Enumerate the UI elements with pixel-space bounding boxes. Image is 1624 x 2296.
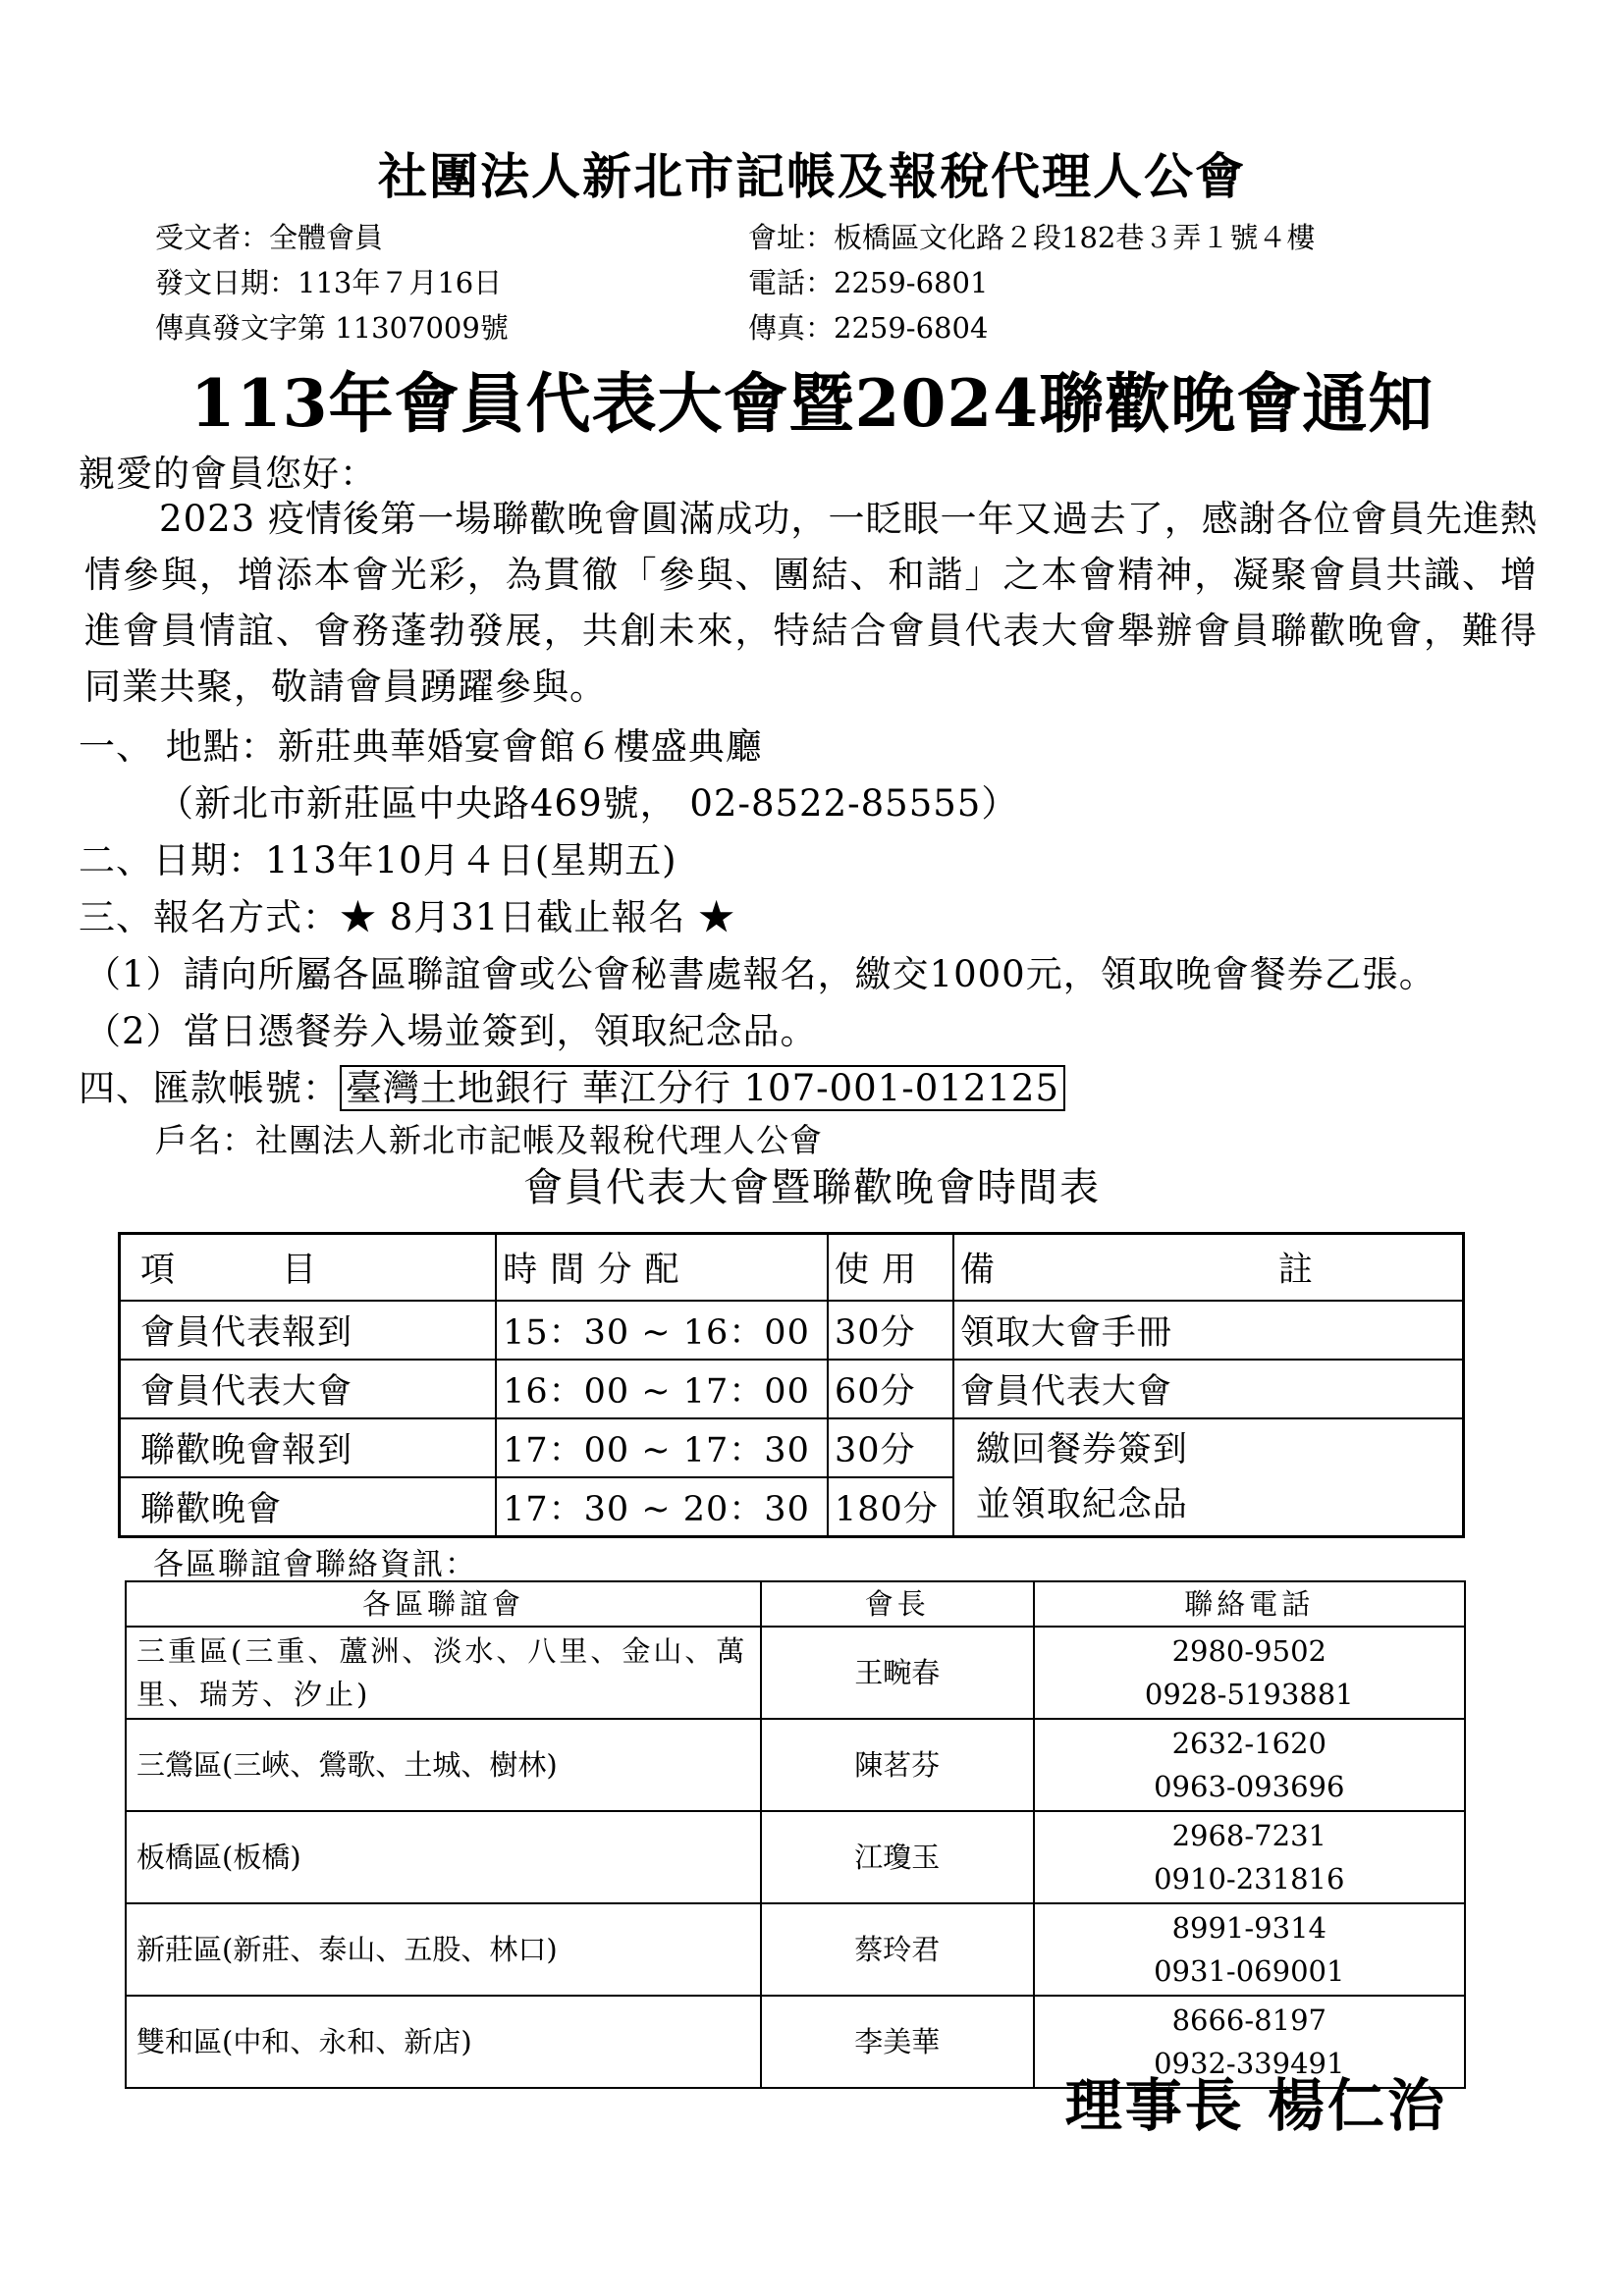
schedule-header-duration: 使 用 xyxy=(828,1234,953,1302)
club-head: 王畹春 xyxy=(761,1627,1034,1719)
schedule-row xyxy=(120,1301,1464,1360)
club-name: 三重區(三重、蘆洲、淡水、八里、金山、萬里、瑞芳、汐止) xyxy=(126,1627,761,1719)
item-location: 一、 地點：新莊典華婚宴會館６樓盛典廳 xyxy=(79,725,763,768)
club-name: 新莊區(新莊、泰山、五股、林口) xyxy=(126,1903,761,1996)
schedule-time: 17：30 ~ 20：30 xyxy=(496,1477,828,1537)
schedule-note: 會員代表大會 xyxy=(953,1360,1464,1418)
clubs-header-club: 各區聯誼會 xyxy=(126,1581,761,1627)
schedule-duration: 30分 xyxy=(828,1418,953,1477)
schedule-item: 會員代表大會 xyxy=(120,1360,497,1418)
address: 會址：板橋區文化路２段182巷３弄１號４樓 xyxy=(748,221,1316,254)
club-phones xyxy=(1034,1903,1465,1996)
club-row xyxy=(126,1627,1465,1719)
document-number: 傳真發文字第 11307009號 xyxy=(155,311,509,345)
club-phone-2: 0963-093696 xyxy=(1154,1770,1345,1803)
phone: 電話：2259-6801 xyxy=(748,266,989,299)
item-date: 二、日期：113年10月４日(星期五) xyxy=(79,839,677,881)
club-phones xyxy=(1034,1719,1465,1811)
clubs-header-phone: 聯絡電話 xyxy=(1034,1581,1465,1627)
item-registration: 三、報名方式：★ 8月31日截止報名 ★ xyxy=(79,896,736,938)
registration-step-2: （2）當日憑餐券入場並簽到，領取紀念品。 xyxy=(84,1010,818,1052)
schedule-table xyxy=(118,1232,1465,1538)
schedule-item: 聯歡晚會 xyxy=(120,1477,497,1537)
schedule-row xyxy=(120,1360,1464,1418)
schedule-merged-note xyxy=(953,1418,1464,1537)
account-holder: 戶名：社團法人新北市記帳及報稅代理人公會 xyxy=(155,1121,823,1159)
clubs-table xyxy=(125,1580,1466,2089)
greeting: 親愛的會員您好： xyxy=(79,453,377,495)
club-phone-1: 8991-9314 xyxy=(1171,1911,1326,1945)
account-number-box: 臺灣土地銀行 華江分行 107-001-012125 xyxy=(340,1065,1065,1111)
schedule-time: 16：00 ~ 17：00 xyxy=(496,1360,828,1418)
club-phone-2: 0928-5193881 xyxy=(1144,1678,1354,1711)
club-phone-2: 0932-339491 xyxy=(1154,2047,1345,2080)
club-phone-1: 2980-9502 xyxy=(1171,1634,1326,1668)
schedule-header-row xyxy=(120,1234,1464,1302)
schedule-time: 15：30 ~ 16：00 xyxy=(496,1301,828,1360)
item-location-detail: （新北市新莊區中央路469號， 02-8522-85555） xyxy=(157,782,1019,825)
schedule-duration: 60分 xyxy=(828,1360,953,1418)
body-paragraph: 2023 疫情後第一場聯歡晚會圓滿成功，一眨眼一年又過去了，感謝各位會員先進熱情參與，增添本會光彩，為貫徹「參與、團結、和諧」之本會精神，凝聚會員共識、增進會員情誼、會務蓬勃發展，共創未來，特結合會員代表大會舉辦會員聯歡晚會，難得同業共聚，敬請會員踴躍參與。 xyxy=(84,498,1538,708)
club-phones xyxy=(1034,1627,1465,1719)
club-phone-1: 2968-7231 xyxy=(1171,1819,1326,1852)
club-row xyxy=(126,1811,1465,1903)
fax: 傳真：2259-6804 xyxy=(748,311,989,345)
club-head: 李美華 xyxy=(761,1996,1034,2088)
club-name: 板橋區(板橋) xyxy=(126,1811,761,1903)
schedule-header-item: 項 目 xyxy=(120,1234,497,1302)
signature: 理事長 楊仁治 xyxy=(1064,2072,1447,2139)
club-head: 蔡玲君 xyxy=(761,1903,1034,1996)
club-name: 雙和區(中和、永和、新店) xyxy=(126,1996,761,2088)
clubs-caption: 各區聯誼會聯絡資訊： xyxy=(153,1547,477,1582)
account-label: 四、匯款帳號： xyxy=(79,1067,340,1109)
club-phones xyxy=(1034,1811,1465,1903)
club-row xyxy=(126,1719,1465,1811)
issue-date: 發文日期：113年７月16日 xyxy=(155,266,503,299)
club-phone-2: 0931-069001 xyxy=(1154,1954,1345,1988)
club-phone-2: 0910-231816 xyxy=(1154,1862,1345,1896)
registration-step-1: （1）請向所屬各區聯誼會或公會秘書處報名，繳交1000元，領取晚會餐券乙張。 xyxy=(84,953,1436,995)
schedule-time: 17：00 ~ 17：30 xyxy=(496,1418,828,1477)
schedule-item: 會員代表報到 xyxy=(120,1301,497,1360)
club-phone-1: 2632-1620 xyxy=(1171,1727,1326,1760)
account-line xyxy=(79,1058,1065,1111)
recipient: 受文者：全體會員 xyxy=(155,221,384,254)
notice-title: 113年會員代表大會暨2024聯歡晚會通知 xyxy=(189,365,1435,442)
schedule-merged-note-line-1: 繳回餐券簽到 xyxy=(975,1430,1188,1469)
organization-title: 社團法人新北市記帳及報稅代理人公會 xyxy=(378,147,1246,205)
schedule-duration: 180分 xyxy=(828,1477,953,1537)
club-head: 陳茗芬 xyxy=(761,1719,1034,1811)
club-phone-1: 8666-8197 xyxy=(1171,2003,1326,2037)
schedule-title: 會員代表大會暨聯歡晚會時間表 xyxy=(523,1165,1101,1210)
schedule-duration: 30分 xyxy=(828,1301,953,1360)
schedule-header-note: 備 註 xyxy=(953,1234,1464,1302)
club-head: 江瓊玉 xyxy=(761,1811,1034,1903)
schedule-merged-note-line-2: 並領取紀念品 xyxy=(975,1485,1188,1524)
club-name: 三鶯區(三峽、鶯歌、土城、樹林) xyxy=(126,1719,761,1811)
schedule-item: 聯歡晚會報到 xyxy=(120,1418,497,1477)
schedule-note: 領取大會手冊 xyxy=(953,1301,1464,1360)
schedule-row xyxy=(120,1418,1464,1477)
clubs-header-row xyxy=(126,1581,1465,1627)
schedule-header-time: 時 間 分 配 xyxy=(496,1234,828,1302)
clubs-header-head: 會長 xyxy=(761,1581,1034,1627)
club-row xyxy=(126,1903,1465,1996)
